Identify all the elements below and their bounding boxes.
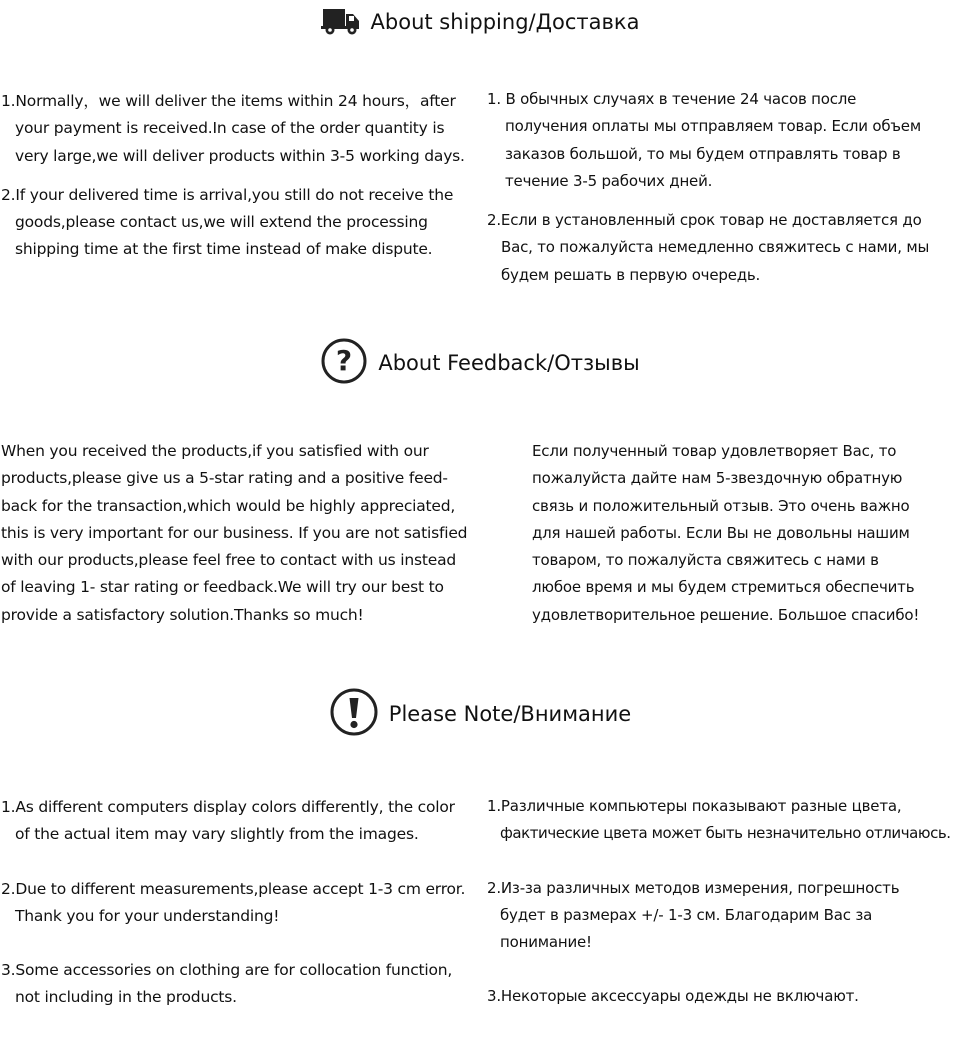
- item-line: фактические цвета может быть незначительно отличаюсь.: [500, 824, 951, 843]
- exclamation-circle-icon: [329, 687, 379, 742]
- shipping-item-2-en: [1, 182, 471, 264]
- item-line: будет в размерах +/- 1-3 см. Благодарим Вас за: [500, 905, 873, 924]
- note-item-2-en: [1, 876, 471, 931]
- feedback-line: товаром, то пожалуйста свяжитесь с нами в: [532, 551, 879, 570]
- svg-text:?: ?: [336, 343, 353, 377]
- item-first-line: 2.If your delivered time is arrival,you still do not receive the: [1, 185, 454, 204]
- feedback-line: удовлетворительное решение. Большое спасибо!: [532, 605, 920, 624]
- item-first-line: 2.Due to different measurements,please accept 1-3 cm error.: [1, 879, 466, 898]
- item-line: понимание!: [500, 933, 592, 952]
- item-line: very large,we will deliver products within 3-5 working days.: [15, 146, 465, 165]
- note-title: Please Note/Внимание: [388, 702, 632, 726]
- feedback-line: пожалуйста дайте нам 5-звездочную обратную: [532, 469, 903, 488]
- shipping-russian-text: [487, 86, 957, 289]
- item-line: your payment is received.In case of the order quantity is: [15, 119, 445, 138]
- shipping-english-text: [1, 88, 471, 264]
- feedback-russian-text: [532, 438, 957, 629]
- note-heading: [0, 688, 960, 740]
- question-circle-icon: [320, 337, 368, 390]
- feedback-title: About Feedback/Отзывы: [378, 351, 640, 375]
- item-first-line: 1. В обычных случаях в течение 24 часов после: [487, 90, 857, 108]
- note-english-text: [1, 794, 471, 1012]
- shipping-item-1-ru: [487, 86, 957, 195]
- item-first-line: 2.Если в установленный срок товар не доставляется до: [487, 211, 922, 230]
- truck-icon: [321, 3, 361, 42]
- item-first-line: 3.Некоторые аксессуары одежды не включают.: [487, 987, 859, 1006]
- item-line: заказов большой, то мы будем отправлять товар в: [505, 144, 901, 163]
- note-russian-text: [487, 793, 959, 1011]
- shipping-item-1-en: [1, 88, 471, 170]
- note-item-1-ru: [487, 793, 959, 848]
- feedback-line: When you received the products,if you satisfied with our: [1, 442, 429, 460]
- item-line: not including in the products.: [15, 988, 237, 1007]
- note-item-2-ru: [487, 875, 959, 957]
- feedback-english-text: [1, 438, 471, 629]
- item-line: Вас, то пожалуйста немедленно свяжитесь с нами, мы: [501, 238, 930, 257]
- note-item-1-en: [1, 794, 471, 849]
- item-first-line: 1.Normally，we will deliver the items within 24 hours，after: [1, 92, 456, 110]
- feedback-line: with our products,please feel free to contact with us instead: [1, 551, 457, 570]
- feedback-line: любое время и мы будем стремиться обеспечить: [532, 578, 915, 597]
- shipping-heading: [0, 3, 960, 41]
- item-line: Thank you for your understanding!: [15, 906, 280, 925]
- feedback-line: provide a satisfactory solution.Thanks so much!: [1, 605, 364, 624]
- shipping-item-2-ru: [487, 207, 957, 289]
- item-line: будем решать в первую очередь.: [501, 265, 761, 284]
- note-item-3-ru: [487, 983, 959, 1010]
- feedback-line: back for the transaction,which would be highly appreciated,: [1, 496, 456, 515]
- item-first-line: 3.Some accessories on clothing are for collocation function,: [1, 961, 453, 980]
- feedback-line: products,please give us a 5-star rating and a positive feed-: [1, 469, 448, 488]
- feedback-line: связь и положительный отзыв. Это очень важно: [532, 496, 910, 515]
- note-item-3-en: [1, 957, 471, 1012]
- item-line: goods,please contact us,we will extend the processing: [15, 213, 428, 232]
- item-line: течение 3-5 рабочих дней.: [505, 171, 713, 190]
- item-first-line: 1.Различные компьютеры показывают разные цвета,: [487, 797, 902, 815]
- item-line: shipping time at the first time instead of make dispute.: [15, 240, 433, 259]
- feedback-line: this is very important for our business. If you are not satisfied: [1, 523, 468, 542]
- item-line: получения оплаты мы отправляем товар. Если объем: [505, 117, 921, 136]
- feedback-line: of leaving 1- star rating or feedback.We will try our best to: [1, 578, 444, 597]
- item-line: of the actual item may vary slightly from the images.: [15, 825, 419, 844]
- shipping-title: About shipping/Доставка: [370, 10, 640, 34]
- feedback-line: для нашей работы. Если Вы не довольны нашим: [532, 523, 910, 542]
- item-first-line: 1.As different computers display colors differently, the color: [1, 798, 455, 816]
- feedback-heading: [0, 338, 960, 388]
- item-first-line: 2.Из-за различных методов измерения, погрешность: [487, 878, 900, 897]
- feedback-line: Если полученный товар удовлетворяет Вас, то: [532, 442, 897, 460]
